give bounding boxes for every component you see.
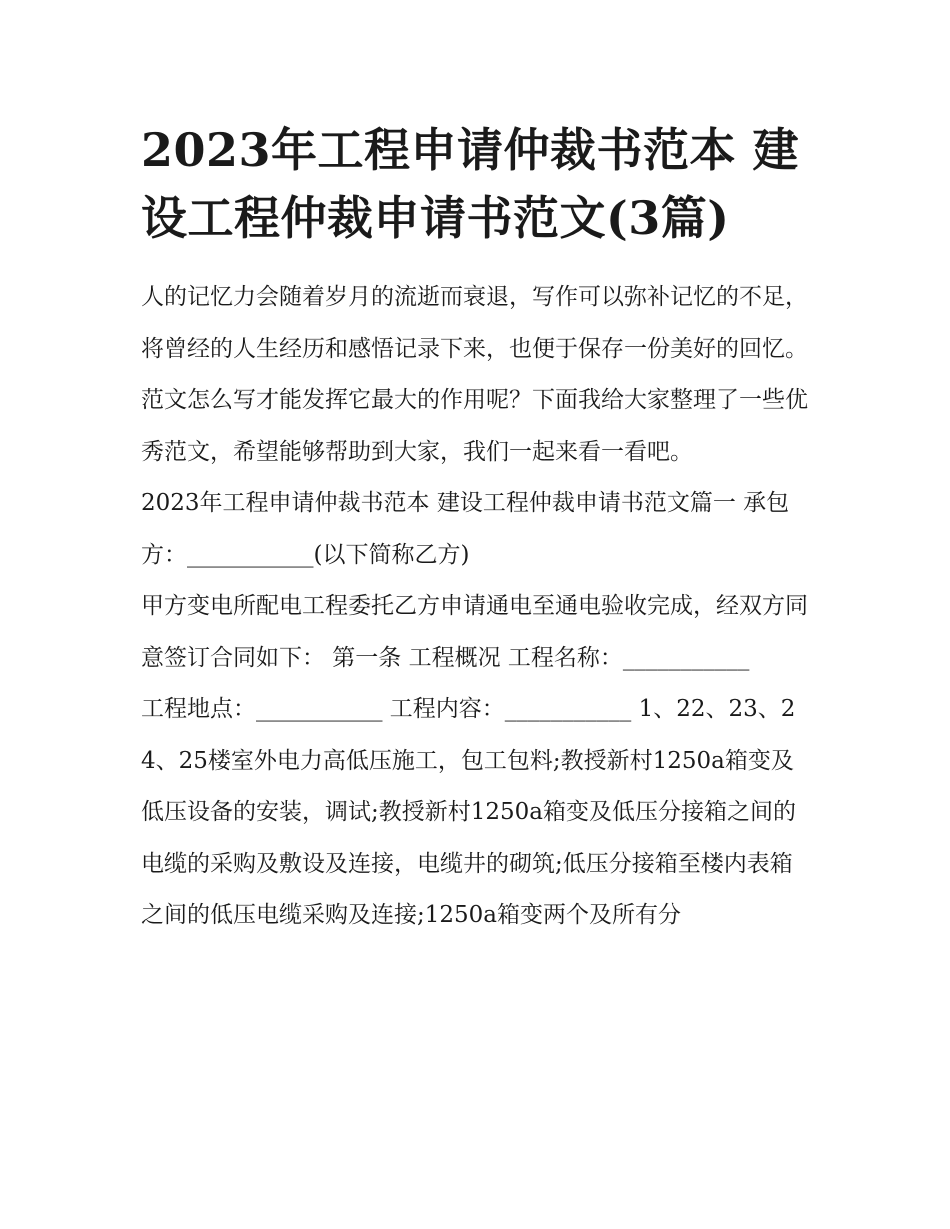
- contractor-paragraph: 2023年工程申请仲裁书范本 建设工程仲裁申请书范文篇一 承包方：___________(以下简称乙方): [141, 490, 790, 568]
- document-title: 2023年工程申请仲裁书范本 建设工程仲裁申请书范文(3篇): [141, 123, 800, 245]
- agreement-paragraph: 甲方变电所配电工程委托乙方申请通电至通电验收完成，经双方同意签订合同如下： 第一条 工程概况 工程名称：___________: [141, 593, 808, 671]
- project-details-paragraph: 工程地点：___________ 工程内容：___________ 1、22、23、24、25楼室外电力高低压施工，包工包料;教授新村1250a箱变及低压设备的安装，调试;教授新村1250a箱变及低压分接箱之间的电缆的采购及敷设及连接，电缆井的砌筑;低压分接箱至楼内表箱之间的低压电缆采购及连接;1250a箱变两个及所有分: [141, 696, 796, 928]
- intro-paragraph: 人的记忆力会随着岁月的流逝而衰退，写作可以弥补记忆的不足，将曾经的人生经历和感悟记录下来，也便于保存一份美好的回忆。范文怎么写才能发挥它最大的作用呢？下面我给大家整理了一些优秀范文，希望能够帮助到大家，我们一起来看一看吧。: [141, 284, 808, 465]
- document-page: [141, 116, 813, 942]
